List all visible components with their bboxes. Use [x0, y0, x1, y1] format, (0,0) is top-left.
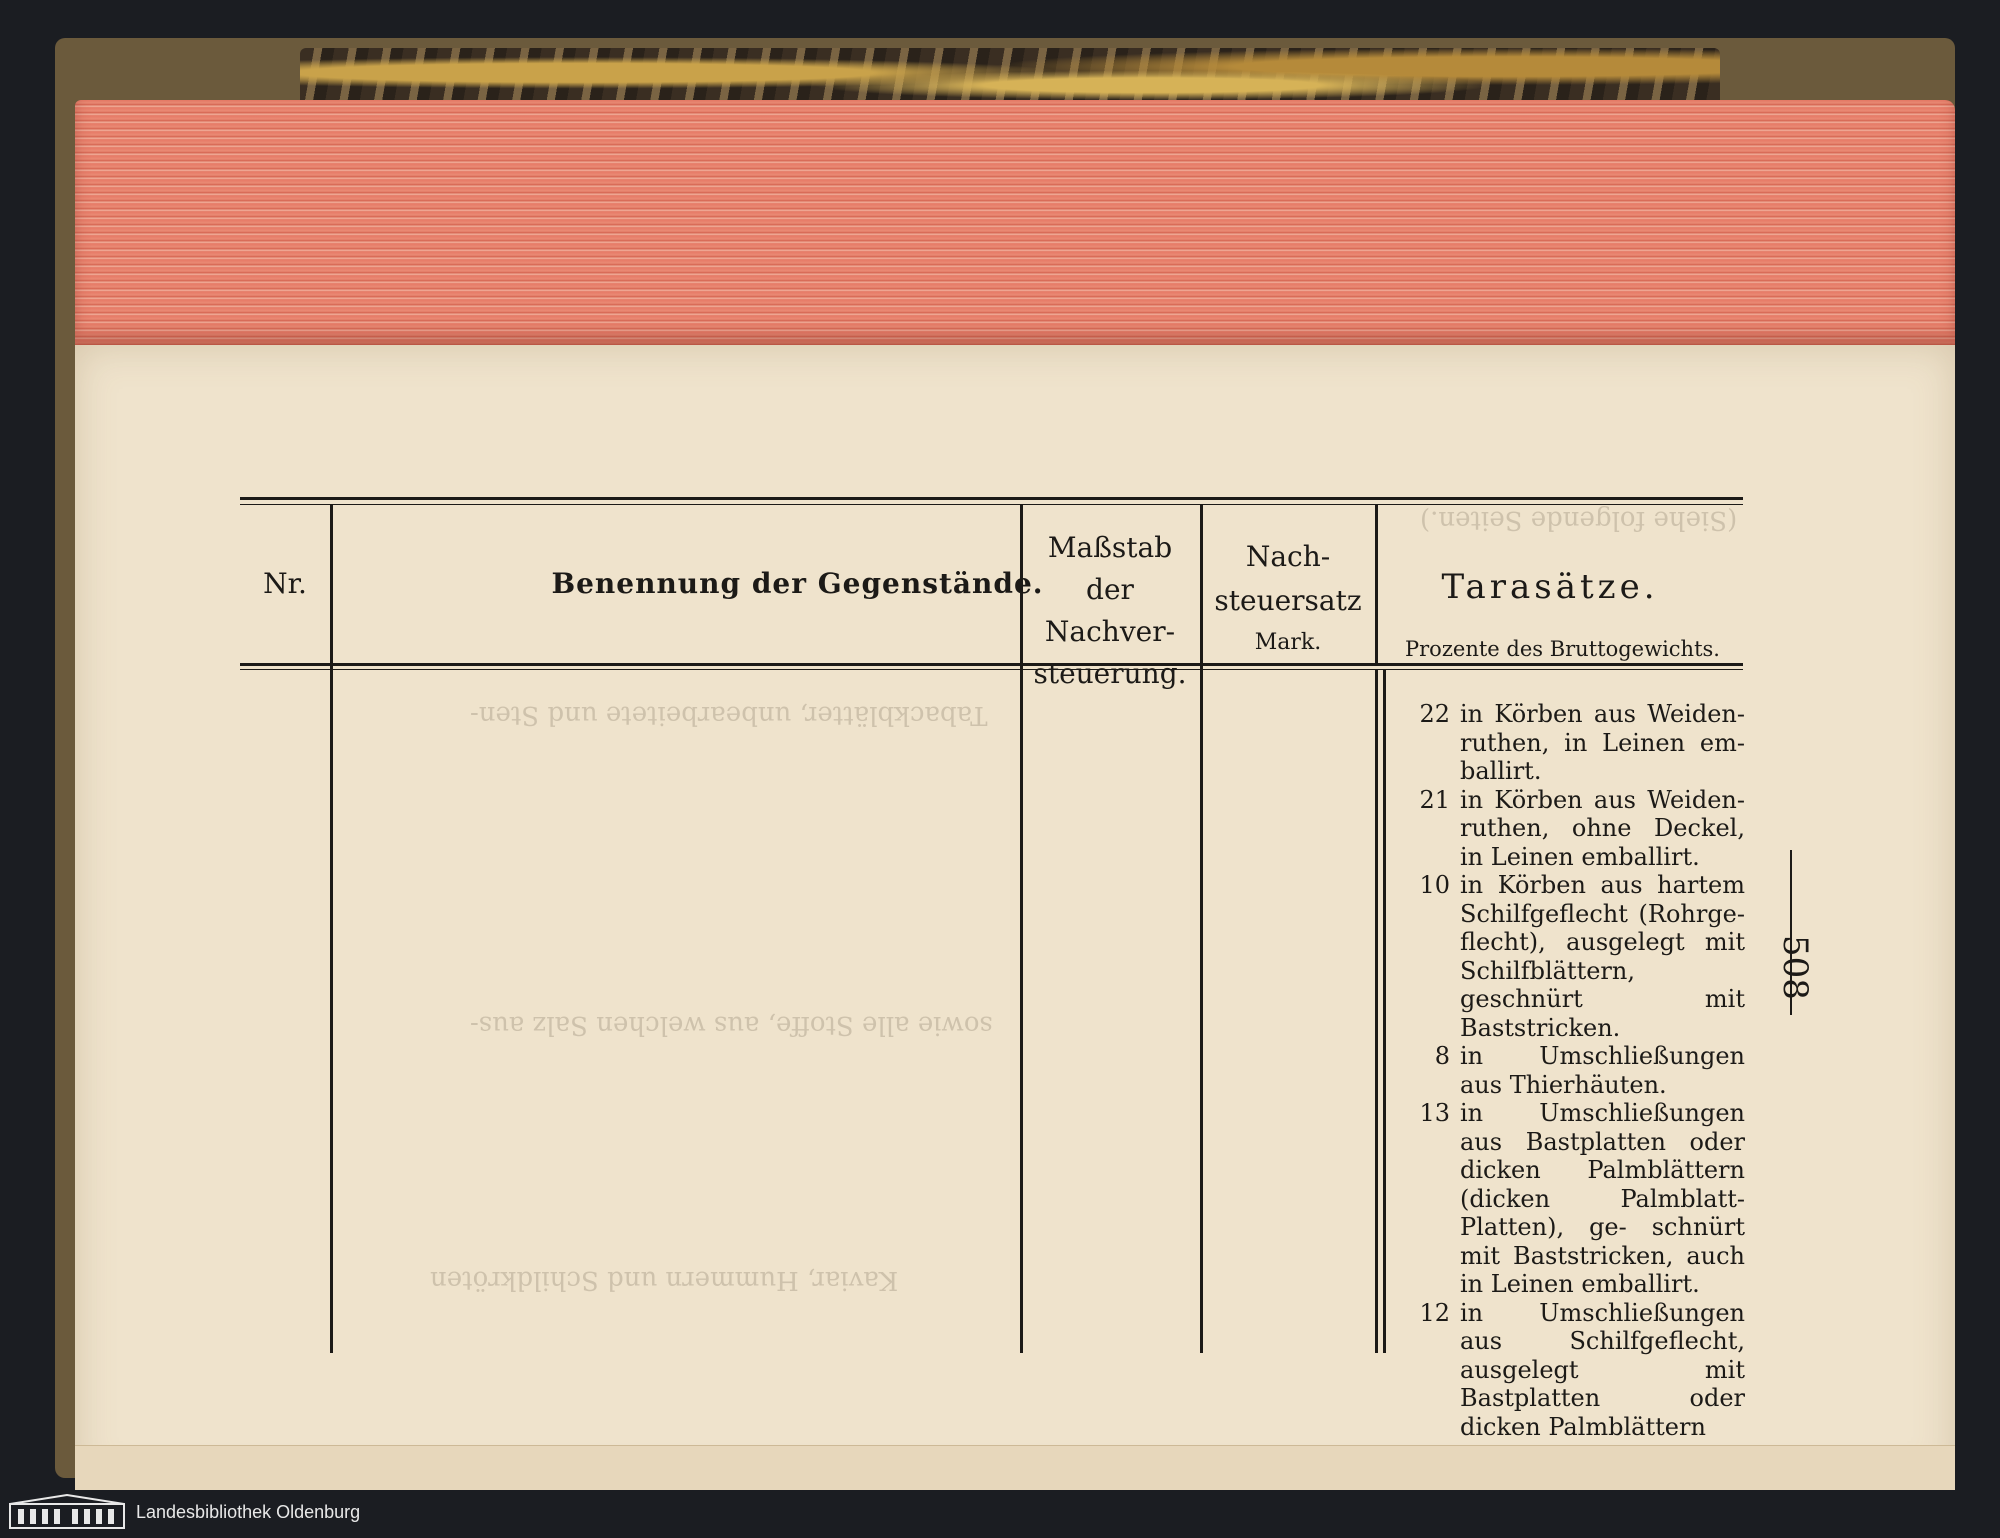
header-mark: Mark. [1254, 630, 1322, 655]
header-rule [240, 663, 1743, 666]
tara-entry [1410, 1042, 1745, 1099]
header-massstab: Maßstab der Nachver- steuerung. [1033, 531, 1187, 690]
col-divider-nachsteuer-double-a [1375, 669, 1378, 1353]
entry-text: in Körben aus Weiden- ruthen, in Leinen em- ballirt. [1460, 700, 1745, 785]
entry-percent: 21 [1419, 785, 1450, 814]
header-tarasaetze: Tarasätze. [1441, 567, 1659, 607]
col-divider-benennung [1020, 505, 1023, 1353]
entry-text: in Umschließungen aus Bastplatten oder dicken Palmblättern (dicken Palmblatt-Platten), ge- schnürt mit Baststricken, auch in Leinen emballirt. [1460, 1099, 1745, 1298]
library-building-icon [8, 1494, 126, 1530]
header-rule-thin [240, 669, 1743, 670]
page-number: 508 [1775, 935, 1815, 1000]
entry-percent: 8 [1434, 1042, 1450, 1070]
top-rule [240, 497, 1743, 500]
entry-percent: 10 [1419, 871, 1450, 899]
entry-percent: 13 [1419, 1099, 1450, 1127]
entry-text: in Körben aus hartem Schilfgeflecht (Rohrge- flecht), ausgelegt mit Schilfblättern, geschnürt mit Baststricken. [1460, 871, 1745, 1042]
header-nr: Nr. [263, 567, 307, 600]
col-divider-nachsteuer-double-b [1383, 669, 1386, 1353]
header-benennung: Benennung der Gegenstände. [551, 567, 1044, 600]
tara-entry [1410, 700, 1745, 786]
entry-text: in Umschließungen aus Thierhäuten. [1460, 1042, 1745, 1099]
page-bottom-edge [75, 1445, 1955, 1491]
bleed-through: (Siehe folgende Seiten.) [1420, 505, 1738, 535]
entry-percent: 22 [1419, 700, 1450, 728]
tara-entry [1410, 786, 1745, 872]
header-prozente: Prozente des Bruttogewichts. [1405, 637, 1720, 661]
top-rule-thin [240, 504, 1743, 505]
col-divider-nr [330, 505, 333, 1353]
tara-entry [1410, 1299, 1745, 1442]
footer-institution: Landesbibliothek Oldenburg [136, 1502, 361, 1522]
tara-entries [1410, 700, 1745, 1441]
page-edges [75, 100, 1955, 345]
tara-entry [1410, 1099, 1745, 1299]
entry-text: in Umschließungen aus Schilfgeflecht, ausgelegt mit Bastplatten oder dicken Palmblättern [1460, 1298, 1745, 1441]
header-nachsteuersatz: Nach- steuersatz [1214, 540, 1362, 617]
entry-percent: 12 [1419, 1298, 1450, 1327]
bleed-through: sowie alle Stoffe, aus welchen Salz aus- [470, 1010, 993, 1040]
bleed-through: Tabackblätter, unbearbeitete und Sten- [470, 700, 988, 730]
footer-bar [0, 1490, 2000, 1538]
bleed-through: Kaviar, Hummern und Schildkröten [430, 1265, 899, 1295]
tara-entry [1410, 871, 1745, 1042]
entry-text: in Körben aus Weiden- ruthen, ohne Deckel, in Leinen emballirt. [1460, 785, 1745, 871]
